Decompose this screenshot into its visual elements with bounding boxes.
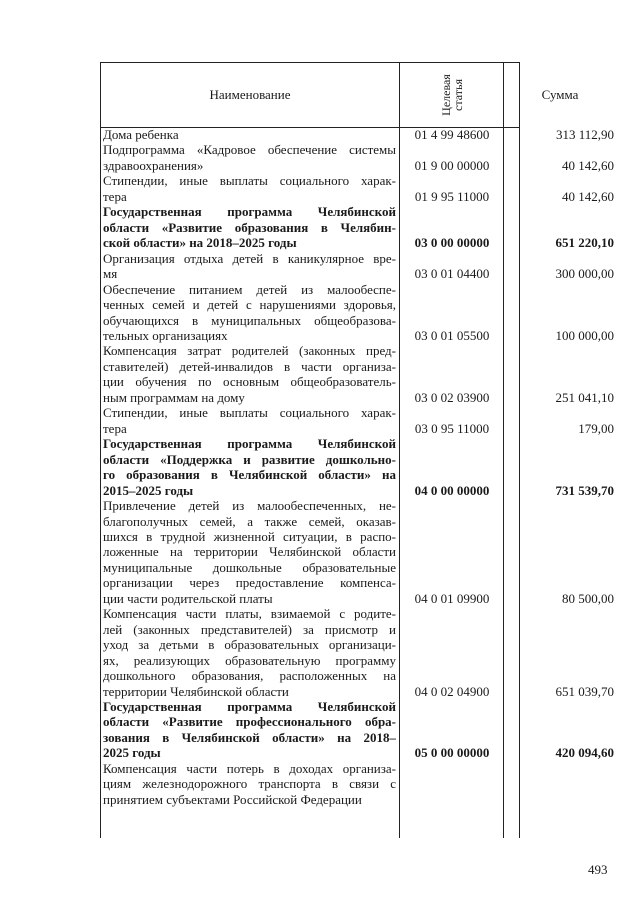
row-text-line: ложенные на территории Челябинской области	[103, 544, 396, 560]
row-amount: 80 500,00	[562, 590, 614, 606]
row-text-line: Компенсация части платы, взимаемой с родите-	[103, 606, 396, 622]
row-text-line: Государственная программа Челябинской	[103, 699, 396, 715]
row-text-line: Компенсация затрат родителей (законных пред-	[103, 343, 396, 359]
row-text-line: территории Челябинской области	[103, 683, 289, 699]
header-code-line2: статья	[450, 79, 465, 111]
row-amount: 651 220,10	[555, 235, 614, 251]
row-text-line: области «Развитие профессионального обра-	[103, 714, 396, 730]
page-number: 493	[588, 862, 608, 877]
row-text-line: Организация отдыха детей в каникулярное вре-	[103, 250, 396, 266]
header-sum: Сумма	[541, 87, 579, 102]
row-text-line: тера	[103, 420, 127, 436]
row-text-line: Стипендии, иные выплаты социального харак-	[103, 405, 396, 421]
row-text-line: лей (законных представителей) за присмотр и	[103, 621, 396, 637]
row-amount: 731 539,70	[555, 482, 614, 498]
row-amount: 651 039,70	[555, 683, 614, 699]
row-text-line: 2015–2025 годы	[103, 482, 194, 498]
row-code: 01 4 99 48600	[414, 127, 490, 142]
row-text-line: 2025 годы	[103, 745, 161, 761]
row-code: 03 0 02 03900	[414, 389, 490, 405]
row-text-line: тельных организациях	[103, 327, 228, 343]
row-text-line: Государственная программа Челябинской	[103, 436, 396, 452]
row-amount: 40 142,60	[562, 157, 614, 173]
header-name: Наименование	[209, 87, 291, 102]
row-text-line: ным программам на дому	[103, 389, 245, 405]
row-code: 04 0 00 00000	[414, 482, 490, 498]
table-header	[101, 63, 579, 128]
row-text-line: го образования в Челябинской области» на	[103, 467, 396, 483]
column-divider-1	[399, 63, 400, 838]
row-text-line: тера	[103, 188, 127, 204]
row-code: 03 0 01 04400	[414, 266, 490, 282]
row-code: 03 0 01 05500	[414, 327, 490, 343]
row-code: 03 0 00 00000	[414, 235, 490, 251]
row-text-line: Дома ребенка	[103, 127, 179, 142]
row-text-line: ях, реализующих образовательную программу	[103, 652, 396, 668]
row-text-line: ции обучения по основным общеобразователь-	[103, 374, 396, 390]
row-text-line: Обеспечение питанием детей из малообеспе-	[103, 281, 396, 297]
row-text-line: шихся в трудной жизненной ситуации, в распо-	[103, 528, 396, 544]
row-text-line: ченных семей и детей с нарушениями здоровья,	[103, 297, 396, 313]
row-text-line: Компенсация части потерь в доходах организа-	[103, 760, 396, 776]
row-text-line: мя	[103, 266, 118, 282]
header-code-line1: Целевая	[438, 74, 453, 116]
row-text-line: ставителей) детей-инвалидов в части организа-	[103, 358, 396, 374]
row-text-line: здравоохранения»	[103, 157, 204, 173]
row-text-line: области «Развитие образования в Челябин-	[103, 219, 396, 235]
row-amount: 300 000,00	[555, 266, 614, 282]
row-code: 05 0 00 00000	[414, 745, 490, 761]
row-code: 04 0 01 09900	[414, 590, 490, 606]
row-amount: 251 041,10	[555, 389, 614, 405]
row-text-line: Подпрограмма «Кадровое обеспечение системы	[103, 142, 396, 158]
row-code: 03 0 95 11000	[414, 420, 490, 436]
row-text-line: принятием субъектами Российской Федерации	[103, 791, 362, 807]
row-text-line: Стипендии, иные выплаты социального харак-	[103, 173, 396, 189]
row-text-line: муниципальные дошкольные образовательные	[103, 559, 396, 575]
row-amount: 40 142,60	[562, 188, 614, 204]
row-text-line: Привлечение детей из малообеспеченных, не-	[103, 498, 396, 514]
row-code: 01 9 95 11000	[414, 188, 490, 204]
row-text-line: ции части родительской платы	[103, 590, 273, 606]
row-amount: 179,00	[578, 420, 614, 436]
row-text-line: зования в Челябинской области» на 2018–	[103, 729, 396, 745]
row-text-line: циям железнодорожного транспорта в связи с	[103, 776, 396, 792]
row-text-line: ской области» на 2018–2025 годы	[103, 235, 297, 251]
row-text-line: уход за детьми в образовательных организаци-	[103, 637, 396, 653]
row-text-line: благополучных семей, а также семей, оказав-	[103, 513, 396, 529]
row-code: 04 0 02 04900	[414, 683, 490, 699]
row-text-line: Государственная программа Челябинской	[103, 204, 396, 220]
column-divider-2	[503, 63, 504, 838]
row-amount: 313 112,90	[555, 127, 614, 142]
row-code: 01 9 00 00000	[414, 157, 490, 173]
row-text-line: организации через предоставление компенса-	[103, 575, 396, 591]
header-code	[400, 63, 503, 127]
row-amount: 100 000,00	[555, 327, 614, 343]
row-text-line: области «Поддержка и развитие дошкольно-	[103, 451, 396, 467]
row-text-line: дошкольного образования, расположенных на	[103, 668, 396, 684]
row-text-line: обучающихся в муниципальных общеобразова-	[103, 312, 396, 328]
row-amount: 420 094,60	[555, 745, 614, 761]
